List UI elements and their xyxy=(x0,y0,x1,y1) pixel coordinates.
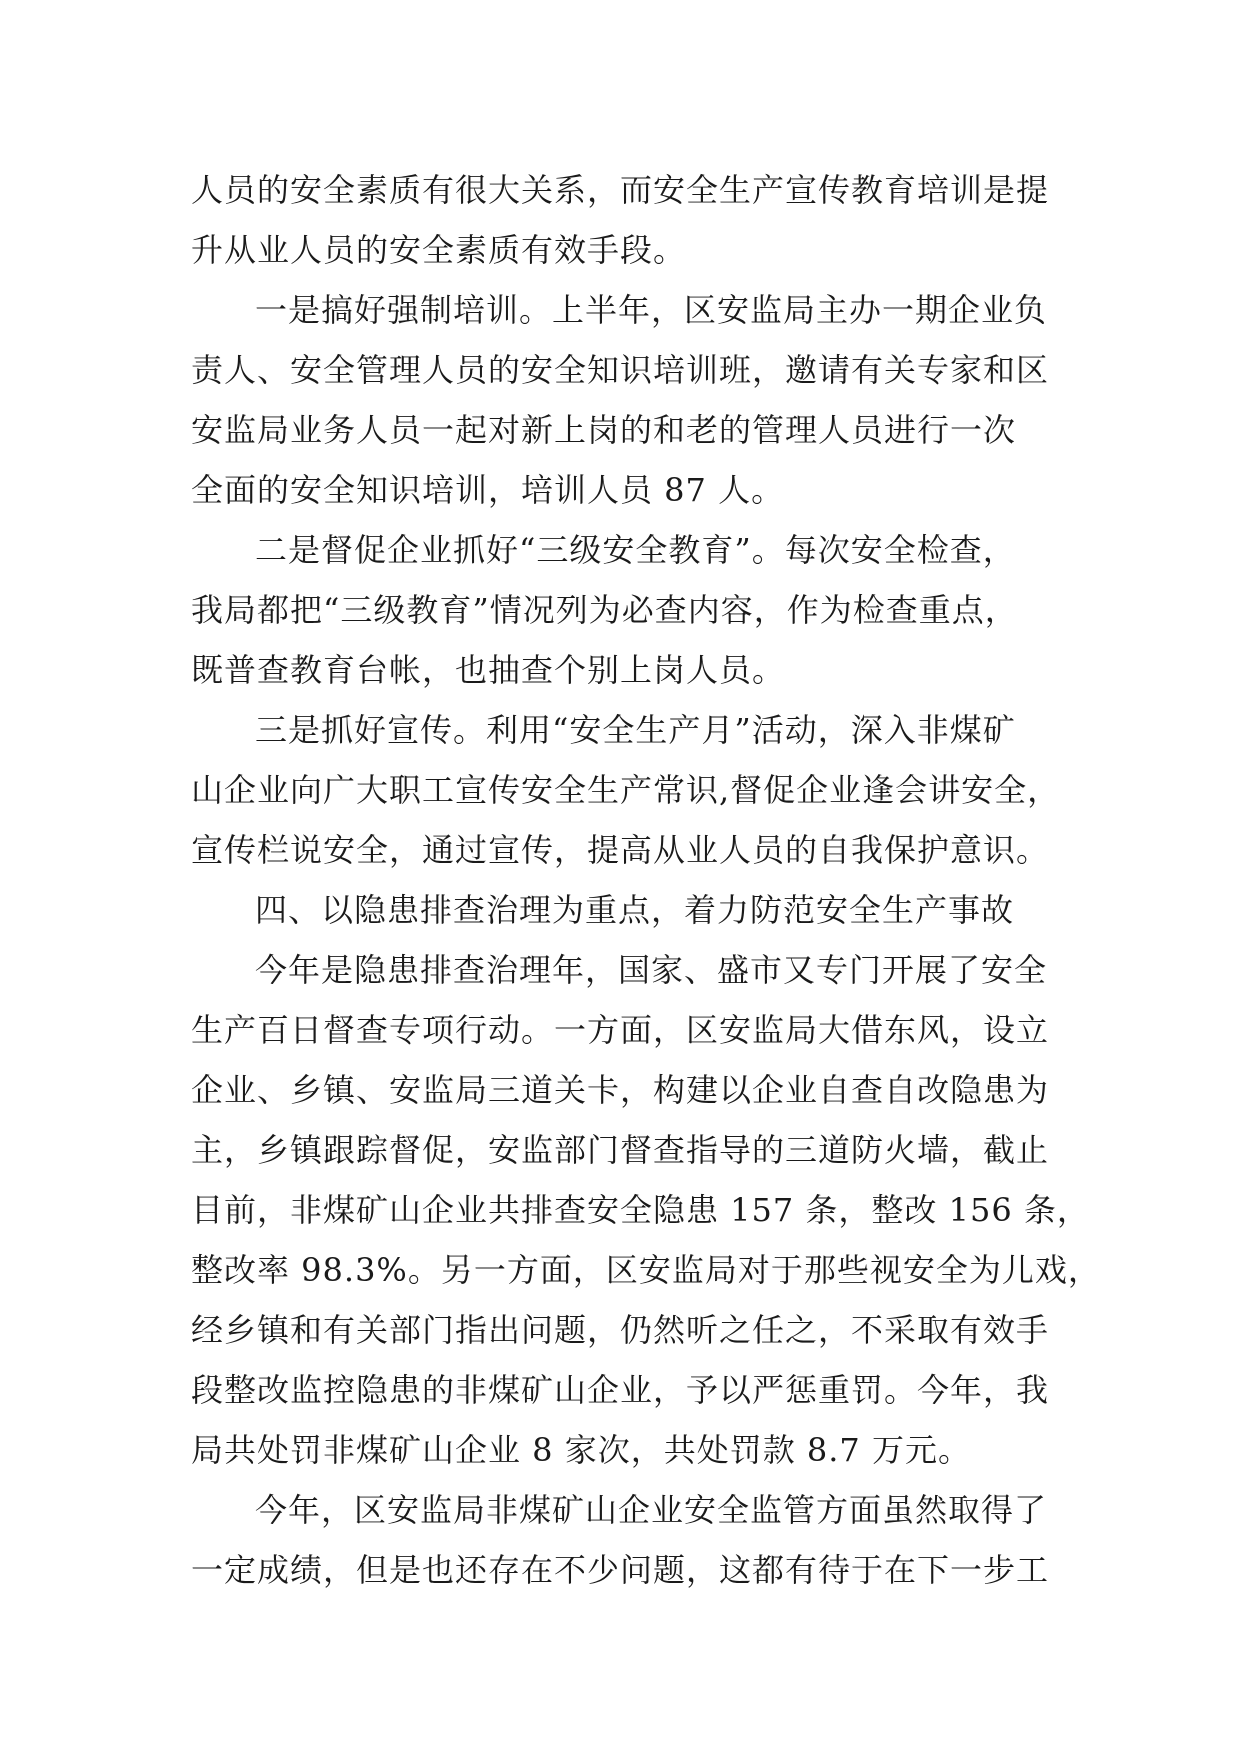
text-line: 整改率 98.3%。另一方面，区安监局对于那些视安全为儿戏， xyxy=(191,1251,1101,1289)
text-line: 山企业向广大职工宣传安全生产常识,督促企业逢会讲安全， xyxy=(191,771,1061,809)
text-line: 我局都把“三级教育”情况列为必查内容，作为检查重点， xyxy=(191,591,1018,629)
text-line: 局共处罚非煤矿山企业 8 家次，共处罚款 8.7 万元。 xyxy=(191,1431,971,1469)
text-line: 人员的安全素质有很大关系，而安全生产宣传教育培训是提 xyxy=(191,171,1050,209)
text-line: 生产百日督查专项行动。一方面，区安监局大借东风，设立 xyxy=(191,1011,1050,1049)
text-line: 宣传栏说安全，通过宣传，提高从业人员的自我保护意识。 xyxy=(191,831,1050,869)
text-line: 一定成绩，但是也还存在不少问题，这都有待于在下一步工 xyxy=(191,1551,1050,1589)
section-heading: 四、以隐患排查治理为重点，着力防范安全生产事故 xyxy=(255,891,1015,929)
text-line: 安监局业务人员一起对新上岗的和老的管理人员进行一次 xyxy=(191,411,1017,449)
paragraph-start-line: 三是抓好宣传。利用“安全生产月”活动，深入非煤矿 xyxy=(255,711,1016,749)
text-line: 责人、安全管理人员的安全知识培训班，邀请有关专家和区 xyxy=(191,351,1050,389)
text-line: 目前，非煤矿山企业共排查安全隐患 157 条，整改 156 条， xyxy=(191,1191,1090,1229)
text-line: 经乡镇和有关部门指出问题，仍然听之任之，不采取有效手 xyxy=(191,1311,1050,1349)
paragraph-start-line: 二是督促企业抓好“三级安全教育”。每次安全检查， xyxy=(255,531,1016,569)
text-line: 企业、乡镇、安监局三道关卡，构建以企业自查自改隐患为 xyxy=(191,1071,1050,1109)
document-body xyxy=(191,160,1101,1600)
paragraph-start-line: 一是搞好强制培训。上半年，区安监局主办一期企业负 xyxy=(255,291,1048,329)
text-line: 主，乡镇跟踪督促，安监部门督查指导的三道防火墙，截止 xyxy=(191,1131,1050,1169)
paragraph-start-line: 今年，区安监局非煤矿山企业安全监管方面虽然取得了 xyxy=(255,1491,1048,1529)
text-line: 段整改监控隐患的非煤矿山企业，予以严惩重罚。今年，我 xyxy=(191,1371,1050,1409)
text-line: 既普查教育台帐，也抽查个别上岗人员。 xyxy=(191,651,786,689)
text-line: 升从业人员的安全素质有效手段。 xyxy=(191,231,687,269)
paragraph-start-line: 今年是隐患排查治理年，国家、盛市又专门开展了安全 xyxy=(255,951,1048,989)
text-line: 全面的安全知识培训，培训人员 87 人。 xyxy=(191,471,785,509)
